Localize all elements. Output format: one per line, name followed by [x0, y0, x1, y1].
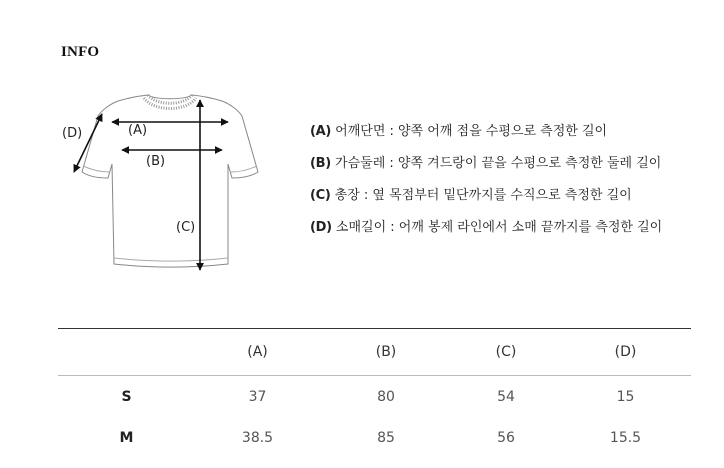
tshirt-measurement-diagram [52, 86, 272, 276]
info-title: INFO [61, 44, 100, 60]
size-table [58, 328, 691, 458]
measurement-legend [310, 122, 662, 250]
table-cell: 15.5 [609, 429, 642, 446]
column-header-a: (A) [247, 344, 268, 360]
label-d: (D) [62, 126, 83, 141]
table-cell: 37 [248, 388, 267, 405]
table-cell: 85 [377, 429, 395, 446]
size-label: S [121, 388, 132, 405]
table-header-row [58, 329, 691, 376]
column-header-c: (C) [495, 344, 517, 360]
table-cell: 56 [497, 429, 515, 446]
table-cell: 54 [497, 388, 515, 405]
size-label: M [119, 429, 134, 446]
legend-item-b: (B) 가슴둘레 : 양쪽 겨드랑이 끝을 수평으로 측정한 둘레 길이 [310, 156, 662, 171]
legend-item-c: (C) 총장 : 옆 목점부터 밑단까지를 수직으로 측정한 길이 [310, 188, 632, 203]
tshirt-outline [82, 95, 258, 267]
column-header-d: (D) [614, 344, 637, 360]
tshirt-svg [52, 86, 272, 276]
table-cell: 38.5 [241, 429, 274, 446]
table-row [58, 417, 691, 458]
table-row [58, 376, 691, 418]
legend-item-d: (D) 소매길이 : 어깨 봉제 라인에서 소매 끝까지를 측정한 길이 [310, 220, 663, 235]
table-cell: 15 [616, 388, 635, 405]
label-b: (B) [146, 154, 166, 169]
label-a: (A) [128, 123, 148, 138]
legend-item-a: (A) 어깨단면 : 양쪽 어깨 점을 수평으로 측정한 길이 [310, 124, 608, 139]
table-cell: 80 [377, 388, 395, 405]
label-c: (C) [176, 220, 196, 235]
column-header-size [58, 329, 195, 376]
column-header-b: (B) [375, 344, 397, 360]
